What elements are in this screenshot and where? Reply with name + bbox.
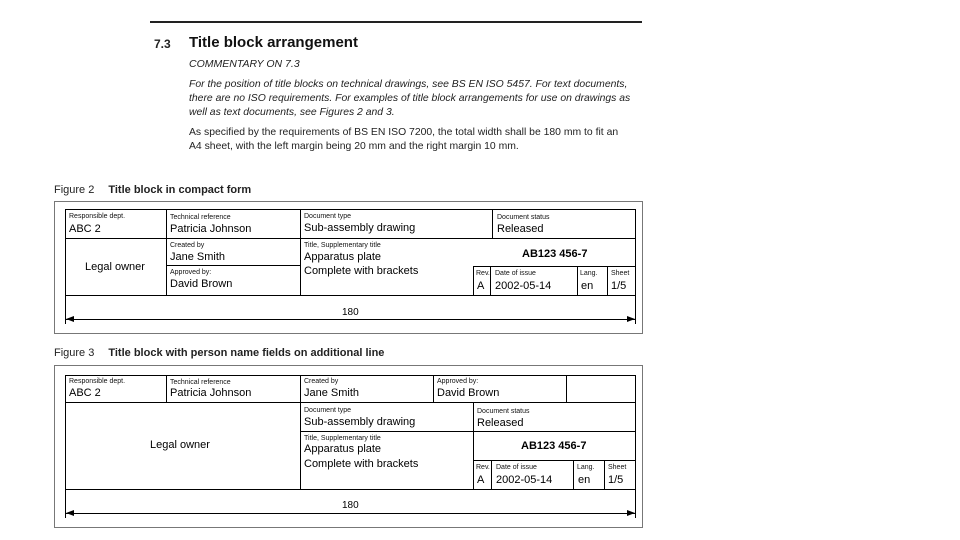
f3-vline-7 [573,460,574,490]
f2-dim-line [66,319,635,320]
f2-resp-dept-label: Responsible dept. [69,213,126,220]
f2-tech-ref-label: Technical reference [170,214,231,221]
f3-vline-3 [433,375,434,403]
f2-hline-1 [65,238,636,239]
f2-vline-4 [473,266,474,296]
f2-hline-3 [473,266,636,267]
f2-hline-2 [166,265,300,266]
commentary-text: For the position of title blocks on technical drawings, see BS EN ISO 5457. For text documents, there are no ISO requirements. For examples of title block arrangements for use on drawings as well as text documents, see Figures 2 and 3. [189,79,631,118]
figure3-caption [54,347,384,359]
f3-vline-1 [166,375,167,403]
f2-dim-ext-right [635,296,636,324]
f2-sheet-value: 1/5 [611,280,627,292]
f3-title-line1: Apparatus plate [304,443,382,455]
f3-title-line2: Complete with brackets [304,458,419,470]
commentary-heading: COMMENTARY ON 7.3 [189,58,300,70]
f2-vline-7 [607,266,608,296]
f3-hline-3 [473,460,636,461]
f3-vline-6 [491,460,492,490]
f3-created-label: Created by [304,378,339,385]
f3-tech-ref-label: Technical reference [170,379,231,386]
f3-vline-4 [566,375,567,403]
f2-sheet-label: Sheet [611,270,630,277]
f3-doc-status-value: Released [477,417,524,429]
f2-title-line1: Apparatus plate [304,251,382,263]
top-rule [150,21,642,23]
f2-date-label: Date of issue [495,270,536,277]
f3-resp-dept-value: ABC 2 [69,387,101,399]
f3-dim-arrow-left [66,510,74,516]
f3-hline-1 [65,402,636,403]
f3-date-label: Date of issue [496,464,537,471]
section-number: 7.3 [154,37,171,51]
f2-dim-value: 180 [342,307,359,318]
f2-vline-1 [166,209,167,296]
f3-doc-type-value: Sub-assembly drawing [304,416,416,428]
f2-doc-status-label: Document status [497,214,550,221]
f2-created-label: Created by [170,242,205,249]
f2-dim-arrow-right [627,316,635,322]
f2-identification: AB123 456-7 [522,248,588,260]
f2-approved-label: Approved by: [170,269,212,276]
f3-vline-2 [300,375,301,490]
f2-rev-value: A [477,280,485,292]
f3-lang-label: Lang. [577,464,595,471]
f2-title-line2: Complete with brackets [304,265,419,277]
figure3-caption-text: Title block with person name fields on additional line [108,347,385,359]
f3-dim-ext-right [635,490,636,518]
f3-title-label: Title, Supplementary title [304,435,381,442]
f2-legal-owner: Legal owner [85,261,145,273]
figure2-number: Figure 2 [54,184,95,196]
f2-lang-label: Lang. [580,270,598,277]
section-title: Title block arrangement [189,34,358,51]
f3-dim-value: 180 [342,500,359,511]
figure2-frame [54,201,643,334]
f2-vline-5 [490,266,491,296]
f3-tech-ref-value: Patricia Johnson [170,387,252,399]
f2-vline-2 [300,209,301,296]
f3-rev-value: A [477,474,485,486]
f3-date-value: 2002-05-14 [496,474,553,486]
f3-vline-5 [473,403,474,490]
f3-dim-line [66,513,635,514]
f3-approved-value: David Brown [437,387,500,399]
f3-doc-type-label: Document type [304,407,352,414]
f3-rev-label: Rev. [476,464,490,471]
f3-hline-2 [300,431,636,432]
f2-doc-type-value: Sub-assembly drawing [304,222,416,234]
f2-dim-arrow-left [66,316,74,322]
f3-resp-dept-label: Responsible dept. [69,378,126,385]
f2-lang-value: en [581,280,594,292]
figure2-caption-text: Title block in compact form [108,184,252,196]
f2-title-label: Title, Supplementary title [304,242,381,249]
f3-dim-arrow-right [627,510,635,516]
f2-vline-6 [577,266,578,296]
f2-doc-status-value: Released [497,223,544,235]
f3-legal-owner: Legal owner [150,439,210,451]
f2-date-value: 2002-05-14 [495,280,552,292]
f2-approved-value: David Brown [170,278,233,290]
figure3-number: Figure 3 [54,347,95,359]
f3-approved-label: Approved by: [437,378,479,385]
figure2-caption [54,184,251,196]
f2-resp-dept-value: ABC 2 [69,223,101,235]
body-paragraph: As specified by the requirements of BS EN ISO 7200, the total width shall be 180 mm to fit an A4 sheet, with the left margin being 20 mm and the right margin 10 mm. [189,127,619,152]
f2-vline-3 [492,209,493,239]
f3-sheet-label: Sheet [608,464,627,471]
f2-rev-label: Rev. [476,270,490,277]
f3-doc-status-label: Document status [477,408,530,415]
f2-doc-type-label: Document type [304,213,352,220]
f3-created-value: Jane Smith [304,387,360,399]
f2-created-value: Jane Smith [170,251,226,263]
f3-lang-value: en [578,474,591,486]
f3-vline-8 [604,460,605,490]
f3-sheet-value: 1/5 [608,474,624,486]
f2-tech-ref-value: Patricia Johnson [170,223,252,235]
figure3-frame [54,365,643,528]
f3-identification: AB123 456-7 [521,440,587,452]
